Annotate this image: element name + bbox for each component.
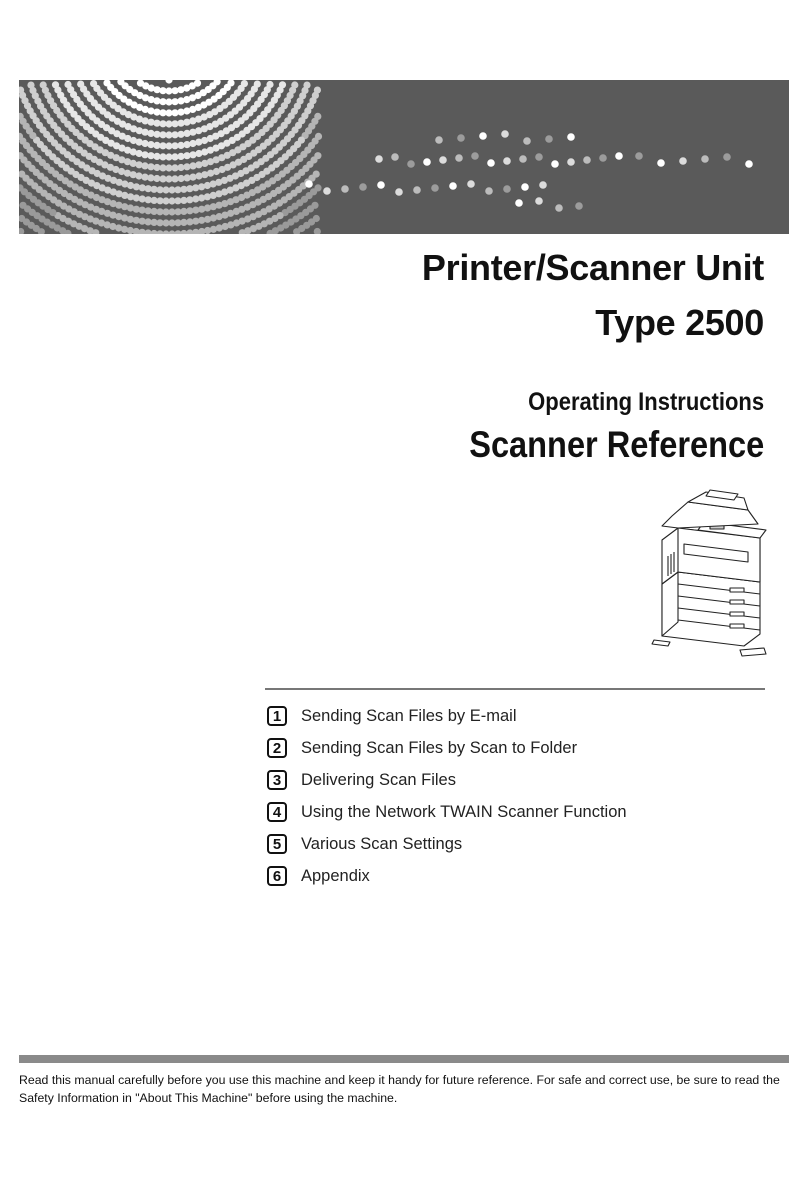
pattern-dot	[567, 158, 575, 166]
pattern-dot	[471, 152, 479, 160]
pattern-dot	[457, 134, 465, 142]
subtitle-scanner-reference: Scanner Reference	[468, 424, 764, 465]
pattern-dot	[551, 160, 559, 168]
pattern-dot	[27, 82, 34, 89]
pattern-dot	[52, 81, 59, 88]
chapter-number-badge: 4	[267, 802, 287, 822]
pattern-dot	[535, 197, 543, 205]
pattern-dot	[701, 155, 709, 163]
pattern-dot	[523, 137, 531, 145]
dot-pattern-banner	[19, 80, 789, 234]
pattern-dot	[679, 157, 687, 165]
pattern-dot	[479, 132, 487, 140]
pattern-dot	[178, 175, 185, 182]
chapter-number-badge: 3	[267, 770, 287, 790]
pattern-dot	[545, 135, 553, 143]
toc-item[interactable]	[267, 764, 787, 796]
pattern-dot	[583, 156, 591, 164]
pattern-dot	[515, 199, 523, 207]
chapter-number-badge: 2	[267, 738, 287, 758]
pattern-dot	[615, 152, 623, 160]
subtitle-operating-instructions: Operating Instructions	[528, 388, 764, 416]
pattern-dot	[159, 175, 166, 182]
safety-notice: Read this manual carefully before you use this machine and keep it handy for future reference. For safe and correct use, be sure to read the Safety Information in "About This Machine" before using the machine.	[19, 1073, 780, 1105]
chapter-title: Using the Network TWAIN Scanner Function	[301, 802, 627, 821]
title-line-1: Printer/Scanner Unit	[421, 247, 764, 288]
pattern-dot	[141, 174, 148, 181]
pattern-dot	[391, 153, 399, 161]
pattern-dot	[455, 154, 463, 162]
toc-item[interactable]	[267, 700, 787, 732]
pattern-dot	[575, 202, 583, 210]
pattern-dot	[64, 81, 71, 88]
chapter-title: Various Scan Settings	[301, 834, 463, 853]
table-of-contents	[267, 700, 787, 892]
pattern-dot	[19, 202, 26, 209]
pattern-dot	[431, 184, 439, 192]
pattern-dot	[423, 158, 431, 166]
pattern-dot	[519, 155, 527, 163]
pattern-dot	[539, 181, 547, 189]
pattern-dot	[375, 155, 383, 163]
pattern-dot	[487, 159, 495, 167]
pattern-dot	[467, 180, 475, 188]
pattern-dot	[599, 154, 607, 162]
footer-divider	[19, 1055, 789, 1063]
pattern-dot	[657, 159, 665, 167]
pattern-dot	[567, 133, 575, 141]
title-line-2: Type 2500	[595, 302, 764, 343]
pattern-dot	[501, 130, 509, 138]
pattern-dot	[485, 187, 493, 195]
multifunction-printer-illustration	[648, 486, 776, 662]
pattern-dot	[395, 188, 403, 196]
toc-item[interactable]	[267, 732, 787, 764]
pattern-dot	[521, 183, 529, 191]
pattern-dot	[439, 156, 447, 164]
toc-item[interactable]	[267, 860, 787, 892]
pattern-dot	[195, 172, 202, 179]
pattern-dot	[555, 204, 563, 212]
pattern-dot	[40, 81, 47, 88]
chapter-number-badge: 6	[267, 866, 287, 886]
chapter-title: Delivering Scan Files	[301, 770, 456, 789]
chapter-title: Appendix	[301, 866, 370, 885]
pattern-dot	[435, 136, 443, 144]
pattern-dot	[723, 153, 731, 161]
chapter-title: Sending Scan Files by Scan to Folder	[301, 738, 578, 757]
chapter-number-badge: 1	[267, 706, 287, 726]
pattern-dot	[413, 186, 421, 194]
pattern-dot	[635, 152, 643, 160]
pattern-dot	[535, 153, 543, 161]
pattern-dot	[305, 180, 313, 188]
pattern-dot	[359, 183, 367, 191]
pattern-dot	[449, 182, 457, 190]
toc-item[interactable]	[267, 828, 787, 860]
chapter-number-badge: 5	[267, 834, 287, 854]
pattern-dot	[341, 185, 349, 193]
pattern-dot	[77, 81, 84, 88]
toc-divider	[265, 688, 765, 690]
pattern-dot	[407, 160, 415, 168]
pattern-dot	[323, 187, 331, 195]
pattern-dot	[745, 160, 753, 168]
pattern-dot	[503, 157, 511, 165]
pattern-dot	[90, 80, 97, 87]
toc-item[interactable]	[267, 796, 787, 828]
pattern-dot	[503, 185, 511, 193]
chapter-title: Sending Scan Files by E-mail	[301, 706, 517, 725]
pattern-dot	[377, 181, 385, 189]
